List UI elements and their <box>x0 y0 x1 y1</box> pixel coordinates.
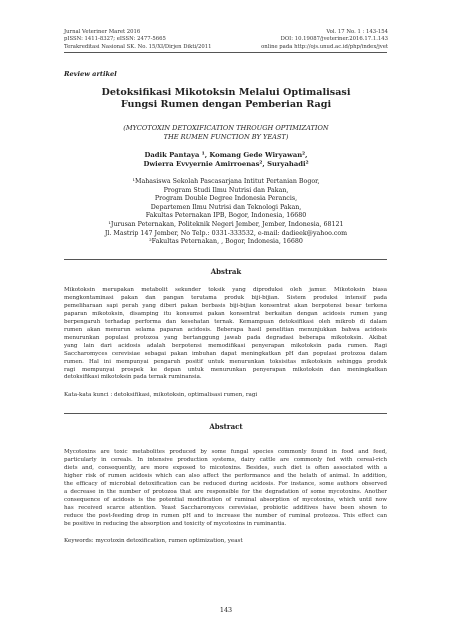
abstract-line: has received scarce attention. Yeast Saccharomyces cerevisiae, probiotic additives have been shown to <box>64 504 387 511</box>
affiliation-line: Program Double Degree Indonesia Perancis, <box>154 195 298 203</box>
header-rule <box>64 52 387 53</box>
affiliation-line: Jl. Mastrip 147 Jember, No Telp.: 0331-333532, e-mail: dadieek@yahoo.com <box>104 229 348 237</box>
abstrak-line: paparan mikotoksin, disamping itu konsumsi pakan konsentrat berkaitan dengan acidosis rumen yang <box>64 310 387 317</box>
abstract-line: Mycotoxins are toxic metabolites produced by some fungal species commonly found in food and feed, <box>64 449 387 455</box>
abstrak-line: yang lain dari acidosis adalah berpotensi memodifikasi penyerapan mikotoksin pada rumen. Ragi <box>64 342 387 349</box>
abstrak-line: Saccharomyces cerevisiae sebagai pakan imbuhan dapat meningkatkan pH dan populasi protozoa dalam <box>64 350 387 357</box>
abstrak-top-rule <box>64 259 387 260</box>
header-accreditation: Terakreditasi Nasional SK. No. 15/XI/Dirjen Dikti/2011 <box>64 43 212 50</box>
affiliation-line: ¹Mahasiswa Sekolah Pascasarjana Intitut Pertanian Bogor, <box>132 178 320 185</box>
abstrak-line: rumen akan menurun selama paparan acidosis. Beberapa hasil penelitian menunjukkan bahwa acidosis <box>64 326 387 333</box>
english-title <box>40 124 412 142</box>
abstrak-line: rumen. Hal ini mempunyai pengaruh positif untuk menurunkan toksisitas mikotoksin sehingga produk <box>64 358 387 365</box>
title-line: Detoksifikasi Mikotoksin Melalui Optimalisasi <box>101 87 351 98</box>
abstrak-line: mengkontaminasi pakan dan pangan terutama produk biji-bijian. Sistem produksi intensif pada <box>64 294 387 301</box>
header-doi: DOI: 10.19087/jveteriner.2016.17.1.143 <box>280 36 388 43</box>
affiliation-line: Departemen Ilmu Nutrisi dan Teknologi Pakan, <box>150 203 302 211</box>
article-title <box>40 87 412 111</box>
abstrak-line: Mikotoksin merupakan metabolit sekunder toksik yang diproduksi oleh jamur. Mikotoksin biasa <box>64 287 387 293</box>
abstrak-line: ragi mempunyai prospek ke depan untuk menurunkan penyerapan mikotoksin dan meningkatkan <box>64 366 387 373</box>
header-volume: Vol. 17 No. 1 : 143-154 <box>326 29 388 35</box>
affiliation-line: ¹Jurusan Peternakan, Politeknik Negeri Jember, Jember, Indonesia, 68121 <box>108 220 344 228</box>
abstrak-heading: Abstrak <box>210 267 242 276</box>
abstract-line: particularly in cereals. In intensive production systems, dairy cattle are commonly fed with cereal-rich <box>64 456 387 463</box>
title-line: Fungsi Rumen dengan Pemberian Ragi <box>120 98 332 110</box>
header-issn: pISSN: 1411-8327; eISSN: 2477-5665 <box>64 36 166 43</box>
affiliation-line: ²Fakultas Peternakan, , Bogor, Indonesia, 16680 <box>149 238 303 246</box>
abstract-line: the efficacy of microbial detoxification can be reduced during acidosis. For instance, some authors observed <box>64 480 387 487</box>
abstract-line: consequence of acidosis is the potential modification of ruminal absorption of mycotoxins, which until now <box>64 496 387 503</box>
abstrak-line: berpengaruh terhadap performa dan kesehatan ternak. Kemampuan detoksifikasi oleh mikrob di dalam <box>64 318 387 325</box>
abstrak-keywords: Kata-kata kunci : detoksifikasi, mikotoksin, optimalisasi rumen, ragi <box>64 392 258 398</box>
abstract-line: a decrease in the number of protozoa that are responsible for the degradation of some mycotoxins. Another <box>64 488 387 495</box>
english-title-line: THE RUMEN FUNCTION BY YEAST) <box>163 132 289 141</box>
authors-line: Dadik Pantaya ¹, Komang Gede Wiryawan², <box>144 151 308 159</box>
journal-header-right <box>261 29 388 51</box>
abstract-line: be positive in reducing the absorption and toxicity of mycotoxins in ruminantia. <box>64 520 287 527</box>
abstract-body <box>64 449 387 529</box>
abstract-keywords: Keywords: mycotoxin detoxification, rumen optimization, yeast <box>64 538 243 544</box>
header-journal-issue: Jurnal Veteriner Maret 2016 <box>64 29 141 35</box>
english-title-line: (MYCOTOXIN DETOXIFICATION THROUGH OPTIMIZATION <box>123 124 329 132</box>
header-online-url: online pada http://ojs.unud.ac.id/php/index/jvet <box>261 43 388 50</box>
abstract-line: diets and, consequently, are more exposed to micotoxins. Besides, such diet is often associated with a <box>64 464 387 471</box>
authors-line: Dwierra Evvyernie Amirroenas², Suryahadi² <box>143 160 309 169</box>
abstract-heading: Abstract <box>209 422 243 431</box>
page-number: 143 <box>219 606 233 614</box>
abstract-top-rule <box>64 413 387 414</box>
affiliation-line: Program Studi Ilmu Nutrisi dan Pakan, <box>163 186 289 194</box>
section-label: Review artikel <box>64 70 117 78</box>
abstrak-line: pemeliharaan sapi perah yang diberi pakan berbasis biji-bijian konsentrat akan berpotensi besar terkena <box>64 302 387 309</box>
abstract-line: higher risk of rumen acidosis which can also affect the performance and the helath of animal. In addition, <box>64 472 387 479</box>
affiliation-line: Fakultas Peternakan IPB, Bogor, Indonesia, 16680 <box>145 212 307 220</box>
author-list <box>40 151 412 170</box>
affiliations <box>40 178 412 247</box>
abstract-line: reduce the post-feeding drop in rumen pH and to increase the number of ruminal protozoa. This effect can <box>64 512 387 519</box>
journal-header-left <box>64 29 211 51</box>
abstrak-line: menurunkan populasi protozoa yang bertanggung jawab pada degradasi beberapa mikotoksin. Akibat <box>64 334 387 341</box>
abstrak-line: detoksifikasi mikotoksin pada ternak ruminansia. <box>64 374 202 381</box>
abstrak-body <box>64 287 387 382</box>
